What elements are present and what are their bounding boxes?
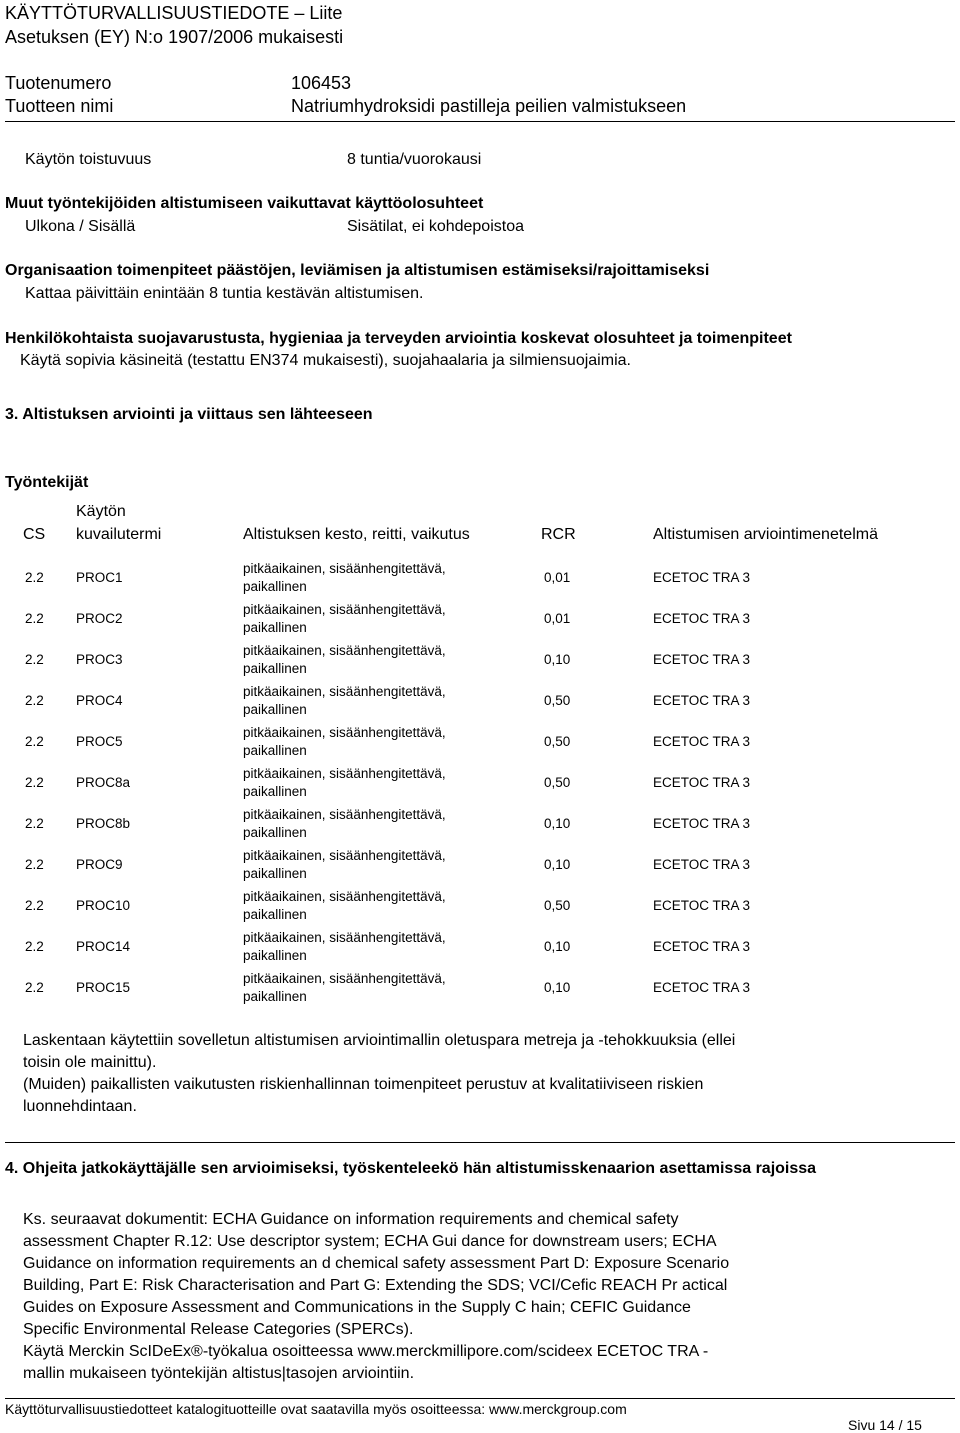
row-rcr: 0,50 [544,693,571,708]
product-name-label: Tuotteen nimi [5,96,114,116]
section4-line: Ks. seuraavat dokumentit: ECHA Guidance on information requirements and chemical safety [23,1211,679,1228]
section4-line: mallin mukaiseen työntekijän altistus|tasojen arviointiin. [23,1365,415,1382]
row-exposure-line1: pitkäaikainen, sisäänhengitettävä, [243,561,446,576]
row-cs: 2.2 [25,611,44,626]
row-exposure-line1: pitkäaikainen, sisäänhengitettävä, [243,725,446,740]
row-exposure-line2: paikallinen [243,661,307,676]
col-exposure: Altistuksen kesto, reitti, vaikutus [243,526,470,543]
row-method: ECETOC TRA 3 [653,734,751,749]
row-cs: 2.2 [25,734,44,749]
row-desc: PROC9 [76,857,123,872]
row-method: ECETOC TRA 3 [653,611,751,626]
section4-line: Building, Part E: Risk Characterisation and Part G: Extending the SDS; VCI/Cefic REACH Pr actical [23,1277,728,1294]
row-exposure-line2: paikallinen [243,825,307,840]
row-exposure [243,683,446,719]
document-title: KÄYTTÖTURVALLISUUSTIEDOTE – Liite [5,3,343,23]
row-method: ECETOC TRA 3 [653,816,751,831]
row-rcr: 0,01 [544,570,571,585]
row-desc: PROC2 [76,611,123,626]
row-desc: PROC1 [76,570,123,585]
row-rcr: 0,50 [544,734,571,749]
row-desc: PROC15 [76,980,131,995]
section4-line: Käytä Merckin ScIDeEx®-työkalua osoitteessa www.merckmillipore.com/scideex ECETOC TRA - [23,1343,709,1360]
row-exposure-line1: pitkäaikainen, sisäänhengitettävä, [243,602,446,617]
row-exposure-line2: paikallinen [243,579,307,594]
row-exposure-line1: pitkäaikainen, sisäänhengitettävä, [243,848,446,863]
row-rcr: 0,10 [544,939,571,954]
row-rcr: 0,10 [544,652,571,667]
row-method: ECETOC TRA 3 [653,652,751,667]
org-measures-heading: Organisaation toimenpiteet päästöjen, leviämisen ja altistumisen estämiseksi/rajoittamiseksi [5,262,710,279]
row-desc: PROC5 [76,734,123,749]
row-exposure-line2: paikallinen [243,743,307,758]
col-desc-line2: kuvailutermi [76,526,162,543]
row-cs: 2.2 [25,652,44,667]
page-number: Sivu 14 / 15 [848,1417,922,1433]
section4-line: Specific Environmental Release Categories (SPERCs). [23,1321,414,1338]
table-row [0,765,960,806]
row-method: ECETOC TRA 3 [653,570,751,585]
row-exposure-line1: pitkäaikainen, sisäänhengitettävä, [243,684,446,699]
row-exposure-line2: paikallinen [243,866,307,881]
col-desc-line1: Käytön [76,503,126,520]
row-exposure [243,601,446,637]
frequency-value: 8 tuntia/vuorokausi [347,151,482,168]
row-cs: 2.2 [25,980,44,995]
row-cs: 2.2 [25,775,44,790]
row-desc: PROC14 [76,939,131,954]
row-cs: 2.2 [25,816,44,831]
row-exposure [243,765,446,801]
footer-text: Käyttöturvallisuustiedotteet katalogituotteille ovat saatavilla myös osoitteessa: www.merckgroup.com [5,1401,627,1417]
row-exposure [243,929,446,965]
row-exposure-line2: paikallinen [243,702,307,717]
row-exposure-line1: pitkäaikainen, sisäänhengitettävä, [243,643,446,658]
col-cs: CS [23,526,46,543]
row-exposure-line2: paikallinen [243,907,307,922]
row-desc: PROC10 [76,898,131,913]
row-method: ECETOC TRA 3 [653,980,751,995]
note2-line1: (Muiden) paikallisten vaikutusten riskienhallinnan toimenpiteet perustuv at kvalitatiiviseen riskien [23,1076,704,1093]
ppe-heading: Henkilökohtaista suojavarustusta, hygieniaa ja terveyden arviointia koskevat olosuhteet ja toimenpiteet [5,330,792,347]
row-exposure-line2: paikallinen [243,948,307,963]
note1-line1: Laskentaan käytettiin sovelletun altistumisen arviointimallin oletuspara metreja ja -tehokkuuksia (ellei [23,1032,736,1049]
row-method: ECETOC TRA 3 [653,939,751,954]
row-exposure-line2: paikallinen [243,784,307,799]
table-row [0,601,960,642]
table-row [0,642,960,683]
row-exposure [243,888,446,924]
row-method: ECETOC TRA 3 [653,775,751,790]
product-number-label: Tuotenumero [5,73,112,93]
row-method: ECETOC TRA 3 [653,693,751,708]
section3-heading: 3. Altistuksen arviointi ja viittaus sen lähteeseen [5,406,373,423]
header-divider [5,121,955,122]
row-exposure-line1: pitkäaikainen, sisäänhengitettävä, [243,971,446,986]
row-exposure-line1: pitkäaikainen, sisäänhengitettävä, [243,766,446,781]
table-row [0,806,960,847]
row-exposure [243,847,446,883]
row-exposure-line1: pitkäaikainen, sisäänhengitettävä, [243,930,446,945]
section4-line: assessment Chapter R.12: Use descriptor system; ECHA Gui dance for downstream users; ECHA [23,1233,717,1250]
row-rcr: 0,50 [544,898,571,913]
table-row [0,560,960,601]
row-desc: PROC3 [76,652,123,667]
row-method: ECETOC TRA 3 [653,857,751,872]
frequency-label: Käytön toistuvuus [25,151,152,168]
note1-line2: toisin ole mainittu). [23,1054,157,1071]
product-name: Natriumhydroksidi pastilleja peilien valmistukseen [291,96,687,116]
document-subtitle: Asetuksen (EY) N:o 1907/2006 mukaisesti [5,27,344,47]
row-desc: PROC4 [76,693,123,708]
row-cs: 2.2 [25,693,44,708]
row-cs: 2.2 [25,939,44,954]
row-cs: 2.2 [25,857,44,872]
row-rcr: 0,10 [544,816,571,831]
org-measures-text: Kattaa päivittäin enintään 8 tuntia kestävän altistumisen. [25,285,424,302]
row-exposure [243,724,446,760]
row-exposure [243,806,446,842]
location-value: Sisätilat, ei kohdepoistoa [347,218,524,235]
row-exposure-line2: paikallinen [243,989,307,1004]
row-desc: PROC8b [76,816,131,831]
note2-line2: luonnehdintaan. [23,1098,137,1115]
section4-line: Guidance on information requirements an d chemical safety assessment Part D: Exposure Scenario [23,1255,730,1272]
row-rcr: 0,50 [544,775,571,790]
row-cs: 2.2 [25,898,44,913]
section4-heading: 4. Ohjeita jatkokäyttäjälle sen arvioimiseksi, työskenteleekö hän altistumisskenaarion asettamissa rajoissa [5,1160,817,1177]
row-rcr: 0,10 [544,980,571,995]
footer-divider [5,1398,955,1399]
col-rcr: RCR [541,526,576,543]
row-exposure [243,970,446,1006]
row-exposure-line2: paikallinen [243,620,307,635]
table-row [0,683,960,724]
section4-line: Guides on Exposure Assessment and Communications in the Supply C hain; CEFIC Guidance [23,1299,691,1316]
row-rcr: 0,01 [544,611,571,626]
table-row [0,970,960,1011]
row-exposure-line1: pitkäaikainen, sisäänhengitettävä, [243,807,446,822]
ppe-text: Käytä sopivia käsineitä (testattu EN374 mukaisesti), suojahaalaria ja silmiensuojaimia. [20,352,631,369]
location-label: Ulkona / Sisällä [25,218,136,235]
product-number: 106453 [291,73,352,93]
table-row [0,888,960,929]
row-cs: 2.2 [25,570,44,585]
row-exposure-line1: pitkäaikainen, sisäänhengitettävä, [243,889,446,904]
table-row [0,847,960,888]
table-row [0,724,960,765]
col-method: Altistumisen arviointimenetelmä [653,526,878,543]
row-method: ECETOC TRA 3 [653,898,751,913]
other-conditions-heading: Muut työntekijöiden altistumiseen vaikuttavat käyttöolosuhteet [5,195,484,212]
table-row [0,929,960,970]
section-divider [5,1142,955,1143]
row-exposure [243,560,446,596]
row-exposure [243,642,446,678]
row-rcr: 0,10 [544,857,571,872]
workers-heading: Työntekijät [5,474,89,491]
row-desc: PROC8a [76,775,131,790]
